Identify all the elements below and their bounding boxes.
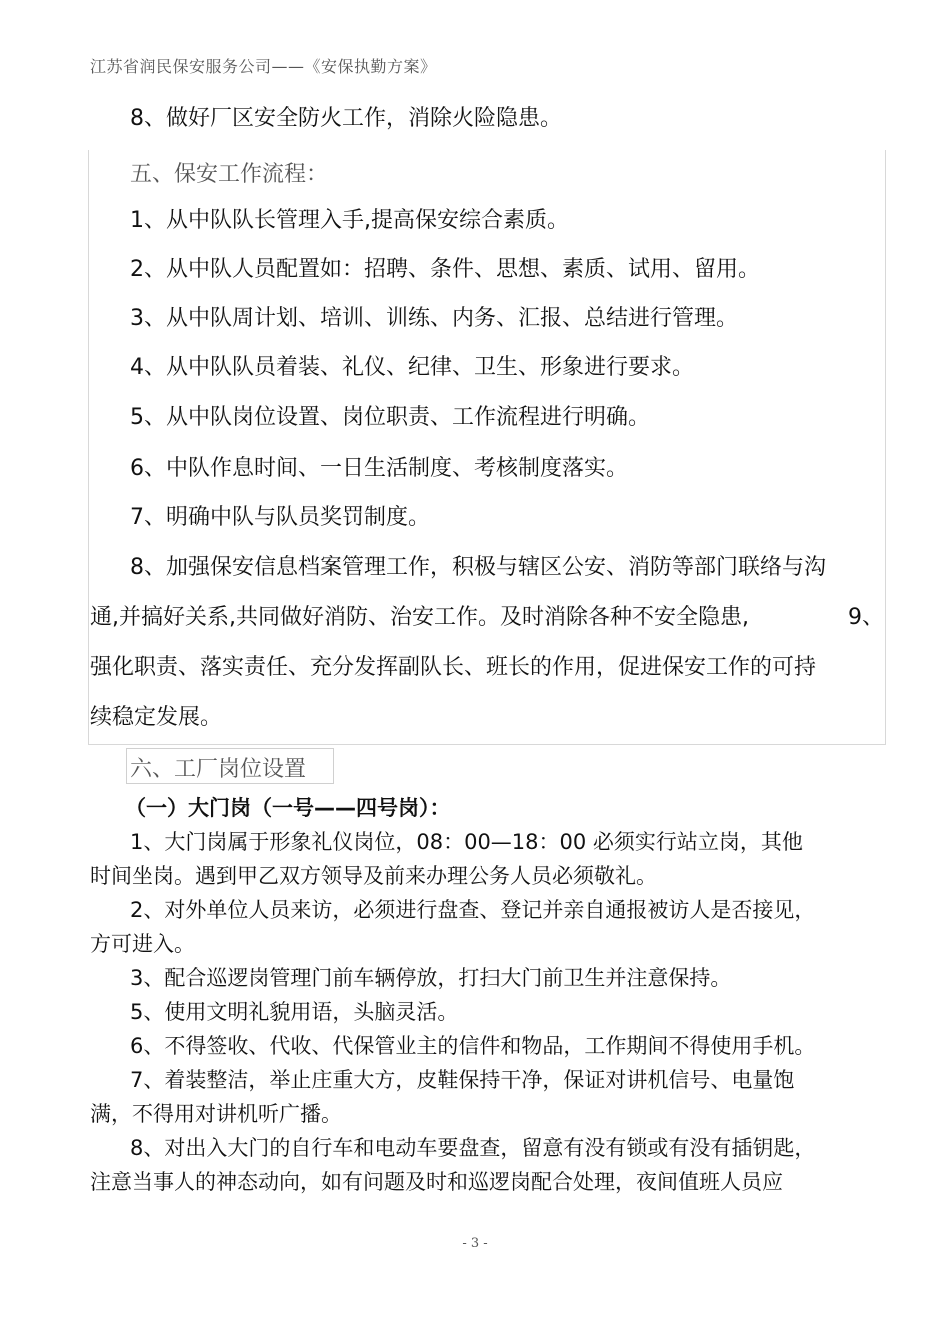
gate-rule-2-line-2: 方可进入。 <box>90 932 195 956</box>
document-header: 江苏省润民保安服务公司——《安保执勤方案》 <box>90 57 437 76</box>
gate-rule-2-line-1: 2、对外单位人员来访，必须进行盘查、登记并亲自通报被访人是否接见， <box>130 898 816 922</box>
gate-rule-1-line-1: 1、大门岗属于形象礼仪岗位，08：00—18：00 必须实行站立岗，其他 <box>130 830 803 854</box>
gate-rule-7-line-1: 7、着装整洁，举止庄重大方，皮鞋保持干净，保证对讲机信号、电量饱 <box>130 1068 795 1092</box>
gate-rule-1-line-2: 时间坐岗。遇到甲乙双方领导及前来办理公务人员必须敬礼。 <box>90 864 657 888</box>
workflow-item-2: 2、从中队人员配置如：招聘、条件、思想、素质、试用、留用。 <box>130 257 760 282</box>
workflow-item-8-line-2: 通,并搞好关系,共同做好消防、治安工作。及时消除各种不安全隐患, <box>90 605 749 630</box>
gate-rule-8-line-1: 8、对出入大门的自行车和电动车要盘查，留意有没有锁或有没有插钥匙， <box>130 1136 816 1160</box>
section-5-title: 五、保安工作流程： <box>130 162 329 187</box>
page-number: - 3 - <box>462 1236 488 1251</box>
gate-rule-7-line-2: 满，不得用对讲机听广播。 <box>90 1102 342 1126</box>
gate-rule-5: 5、使用文明礼貌用语，头脑灵活。 <box>130 1000 459 1024</box>
paragraph-fire-safety: 8、做好厂区安全防火工作，消除火险隐患。 <box>130 106 562 131</box>
workflow-item-8-line-1: 8、加强保安信息档案管理工作，积极与辖区公安、消防等部门联络与沟 <box>130 555 826 580</box>
workflow-item-5: 5、从中队岗位设置、岗位职责、工作流程进行明确。 <box>130 405 650 430</box>
workflow-item-9-marker: 9、 <box>848 605 884 630</box>
workflow-item-9-line-1: 强化职责、落实责任、充分发挥副队长、班长的作用，促进保安工作的可持 <box>90 655 817 680</box>
gate-rule-6: 6、不得签收、代收、代保管业主的信件和物品，工作期间不得使用手机。 <box>130 1034 816 1058</box>
workflow-item-1: 1、从中队队长管理入手,提高保安综合素质。 <box>130 208 569 233</box>
gate-rule-8-line-2: 注意当事人的神态动向，如有问题及时和巡逻岗配合处理，夜间值班人员应 <box>90 1170 783 1194</box>
gate-rule-3: 3、配合巡逻岗管理门前车辆停放，打扫大门前卫生并注意保持。 <box>130 966 732 990</box>
workflow-item-7: 7、明确中队与队员奖罚制度。 <box>130 505 430 530</box>
section-6-title: 六、工厂岗位设置 <box>130 757 307 782</box>
workflow-item-6: 6、中队作息时间、一日生活制度、考核制度落实。 <box>130 456 628 481</box>
gate-post-heading: （一）大门岗（一号——四号岗）： <box>125 796 451 820</box>
workflow-item-3: 3、从中队周计划、培训、训练、内务、汇报、总结进行管理。 <box>130 306 738 331</box>
workflow-item-4: 4、从中队队员着装、礼仪、纪律、卫生、形象进行要求。 <box>130 355 694 380</box>
workflow-item-9-line-2: 续稳定发展。 <box>90 705 223 730</box>
